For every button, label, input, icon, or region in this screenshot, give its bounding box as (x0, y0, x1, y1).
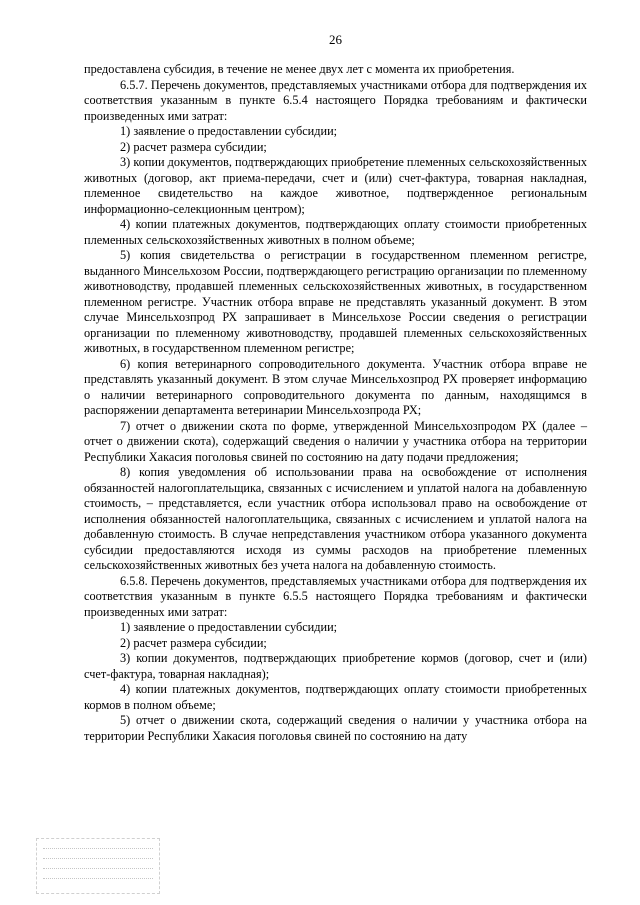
paragraph: 6.5.8. Перечень документов, представляемых участниками отбора для подтверждения их соответствия указанным в пункте 6.5.5 настоящего Порядка требованиям и фактически произведенных ими затрат: (84, 573, 587, 619)
stamp-line (43, 855, 153, 859)
paragraph: предоставлена субсидия, в течение не менее двух лет с момента их приобретения. (84, 62, 515, 76)
list-item: 3) копии документов, подтверждающих приобретение кормов (договор, счет и (или) счет-фактура, товарная накладная); (84, 651, 587, 681)
faint-stamp (36, 838, 160, 894)
list-item: 3) копии документов, подтверждающих приобретение племенных сельскохозяйственных животных (договор, акт приема-передачи, счет и (или) счет-фактура, товарная накладная, племенное свидетельство на каждое животное, подтвержденное региональным информационно-селекционным центром); (84, 155, 587, 216)
list-item: 6) копия ветеринарного сопроводительного документа. Участник отбора вправе не представлять указанный документ. В этом случае Минсельхозпрод РХ проверяет информацию о наличии ветеринарного сопроводительного документа по данным, находящимся в распоряжении департамента ветеринарии Минсельхозпрода РХ; (84, 356, 587, 417)
stamp-line (43, 845, 153, 849)
list-item: 1) заявление о предоставлении субсидии; (120, 620, 338, 634)
stamp-line (43, 875, 153, 879)
list-item: 4) копии платежных документов, подтверждающих оплату стоимости приобретенных племенных сельскохозяйственных животных в полном объеме; (84, 217, 587, 247)
stamp-line (43, 865, 153, 869)
page-number: 26 (329, 32, 342, 47)
list-item: 8) копия уведомления об использовании права на освобождение от исполнения обязанностей налогоплательщика, связанных с исчислением и уплатой налога на добавленную стоимость, – представляется, если участник отбора использовал право на освобождение от исполнения обязанностей налогоплательщика, связанных с исчислением и уплатой налога на добавленную стоимость. В случае непредставления участником отбора указанного документа субсидии предоставляются исходя из суммы расходов на приобретение племенных сельскохозяйственных животных без учета налога на добавленную стоимость. (84, 465, 587, 572)
list-item: 1) заявление о предоставлении субсидии; (120, 124, 338, 138)
list-item: 7) отчет о движении скота по форме, утвержденной Минсельхозпродом РХ (далее – отчет о движении скота), содержащий сведения о наличии у участника отбора на территории Республики Хакасия поголовья свиней по состоянию на дату подачи предложения; (84, 418, 587, 464)
list-item: 2) расчет размера субсидии; (120, 139, 267, 154)
list-item: 2) расчет размера субсидии; (120, 635, 267, 650)
document-page (84, 32, 587, 744)
list-item: 5) отчет о движении скота, содержащий сведения о наличии у участника отбора на территории Республики Хакасия поголовья свиней по состоянию на дату (84, 713, 587, 743)
list-item: 5) копия свидетельства о регистрации в государственном племенном регистре, выданного Минсельхозом России, подтверждающего регистрацию организации по племенному животноводству, продавшей племенных сельскохозяйственных животных, в государственном племенном регистре. Участник отбора вправе не представлять указанный документ. В этом случае Минсельхозпрод РХ запрашивает в Минсельхозе России сведения о регистрации организации по племенному животноводству, продавшей племенных сельскохозяйственных животных, в государственном племенном регистре; (84, 248, 587, 355)
paragraph: 6.5.7. Перечень документов, представляемых участниками отбора для подтверждения их соответствия указанным в пункте 6.5.4 настоящего Порядка требованиям и фактически произведенных ими затрат: (84, 77, 587, 123)
list-item: 4) копии платежных документов, подтверждающих оплату стоимости приобретенных кормов в полном объеме; (84, 682, 587, 712)
